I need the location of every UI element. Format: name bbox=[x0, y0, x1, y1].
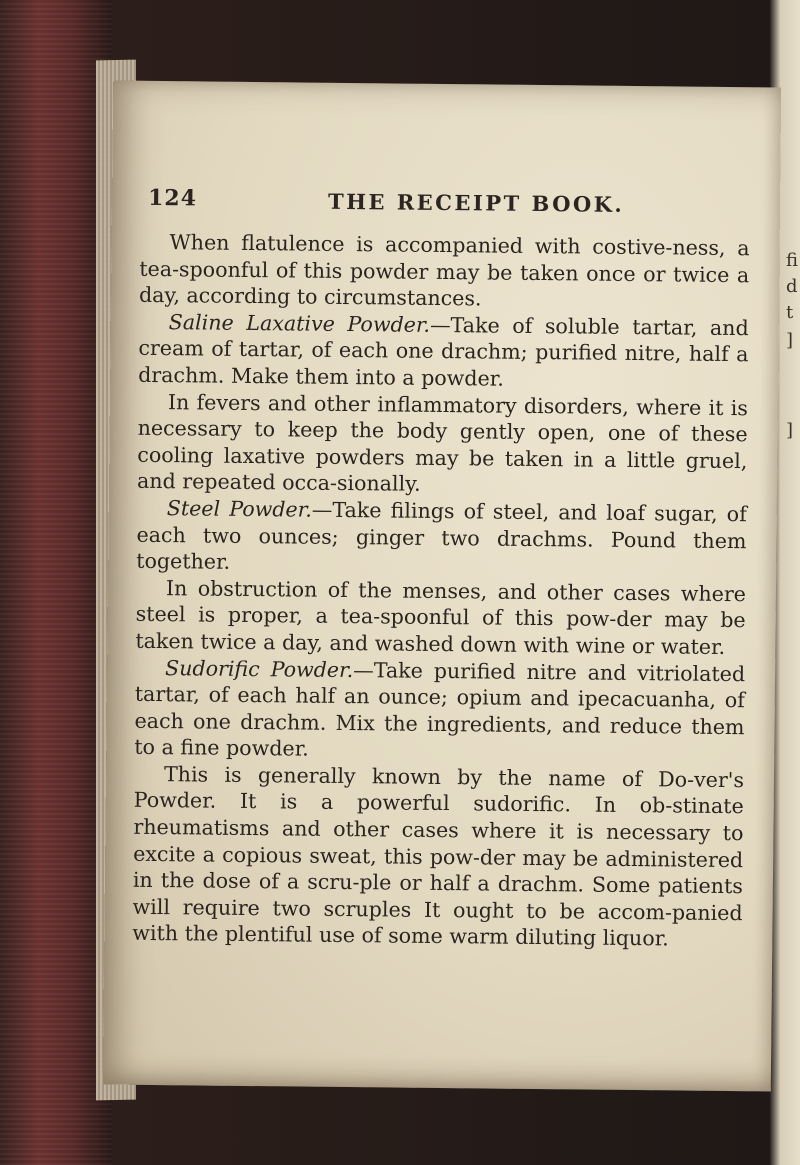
recipe-heading: Saline Laxative Powder. bbox=[168, 309, 431, 337]
paragraph-text: —Take of soluble tartar, and cream of tartar, of each one drachm; purified nitre, half a drachm. Make them into a powder. bbox=[138, 312, 749, 391]
paragraph bbox=[134, 654, 745, 767]
paragraph bbox=[137, 388, 748, 501]
opposite-page-letter: t bbox=[786, 302, 794, 323]
paragraph-text: —Take purified nitre and vitriolated tartar, of each half an ounce; opium and ipecacuanha, of each one drachm. Mix the ingredients, and reduce them to a fine powder. bbox=[134, 657, 746, 761]
running-head: THE RECEIPT BOOK. bbox=[327, 188, 625, 217]
opposite-page-letter: d bbox=[786, 276, 798, 297]
opposite-page-letter: ] bbox=[786, 330, 794, 351]
opposite-page-letter: fi bbox=[786, 250, 799, 271]
recipe-heading: Steel Powder. bbox=[166, 496, 312, 522]
opposite-page-letter: ] bbox=[786, 420, 794, 441]
paragraph bbox=[139, 229, 750, 315]
page-text bbox=[132, 229, 749, 953]
paragraph-text: In obstruction of the menses, and other cases where steel is proper, a tea-spoonful of this pow-der may be taken twice a day, and washed down with wine or water. bbox=[135, 575, 747, 659]
page-header bbox=[148, 185, 738, 223]
paragraph bbox=[136, 495, 747, 581]
paragraph-text: —Take filings of steel, and loaf sugar, of each two ounces; ginger two drachms. Pound them together. bbox=[136, 497, 747, 574]
recipe-heading: Sudorific Powder. bbox=[165, 655, 354, 682]
paragraph-text: This is generally known by the name of Do-ver's Powder. It is a powerful sudorific. In ob-stinate rheumatisms and other cases where it is necessary to excite a copious sweat, this pow-der may be administered in the dose of a scru-ple or half a drachm. Some patients will require two scruples It ought to be accom-panied with the plentiful use of some warm diluting liquor. bbox=[132, 761, 745, 951]
paragraph-text: When flatulence is accompanied with costive-ness, a tea-spoonful of this powder may be taken once or twice a day, according to circumstances. bbox=[138, 230, 750, 311]
paragraph bbox=[135, 575, 746, 661]
paragraph bbox=[132, 761, 744, 954]
paragraph-text: In fevers and other inflammatory disorders, where it is necessary to keep the body gently open, one of these cooling laxative powders may be taken in a little gruel, and repeated occa-sionally. bbox=[136, 389, 749, 497]
paragraph bbox=[138, 309, 749, 395]
page-number: 124 bbox=[147, 184, 198, 212]
book-page bbox=[103, 81, 781, 1092]
